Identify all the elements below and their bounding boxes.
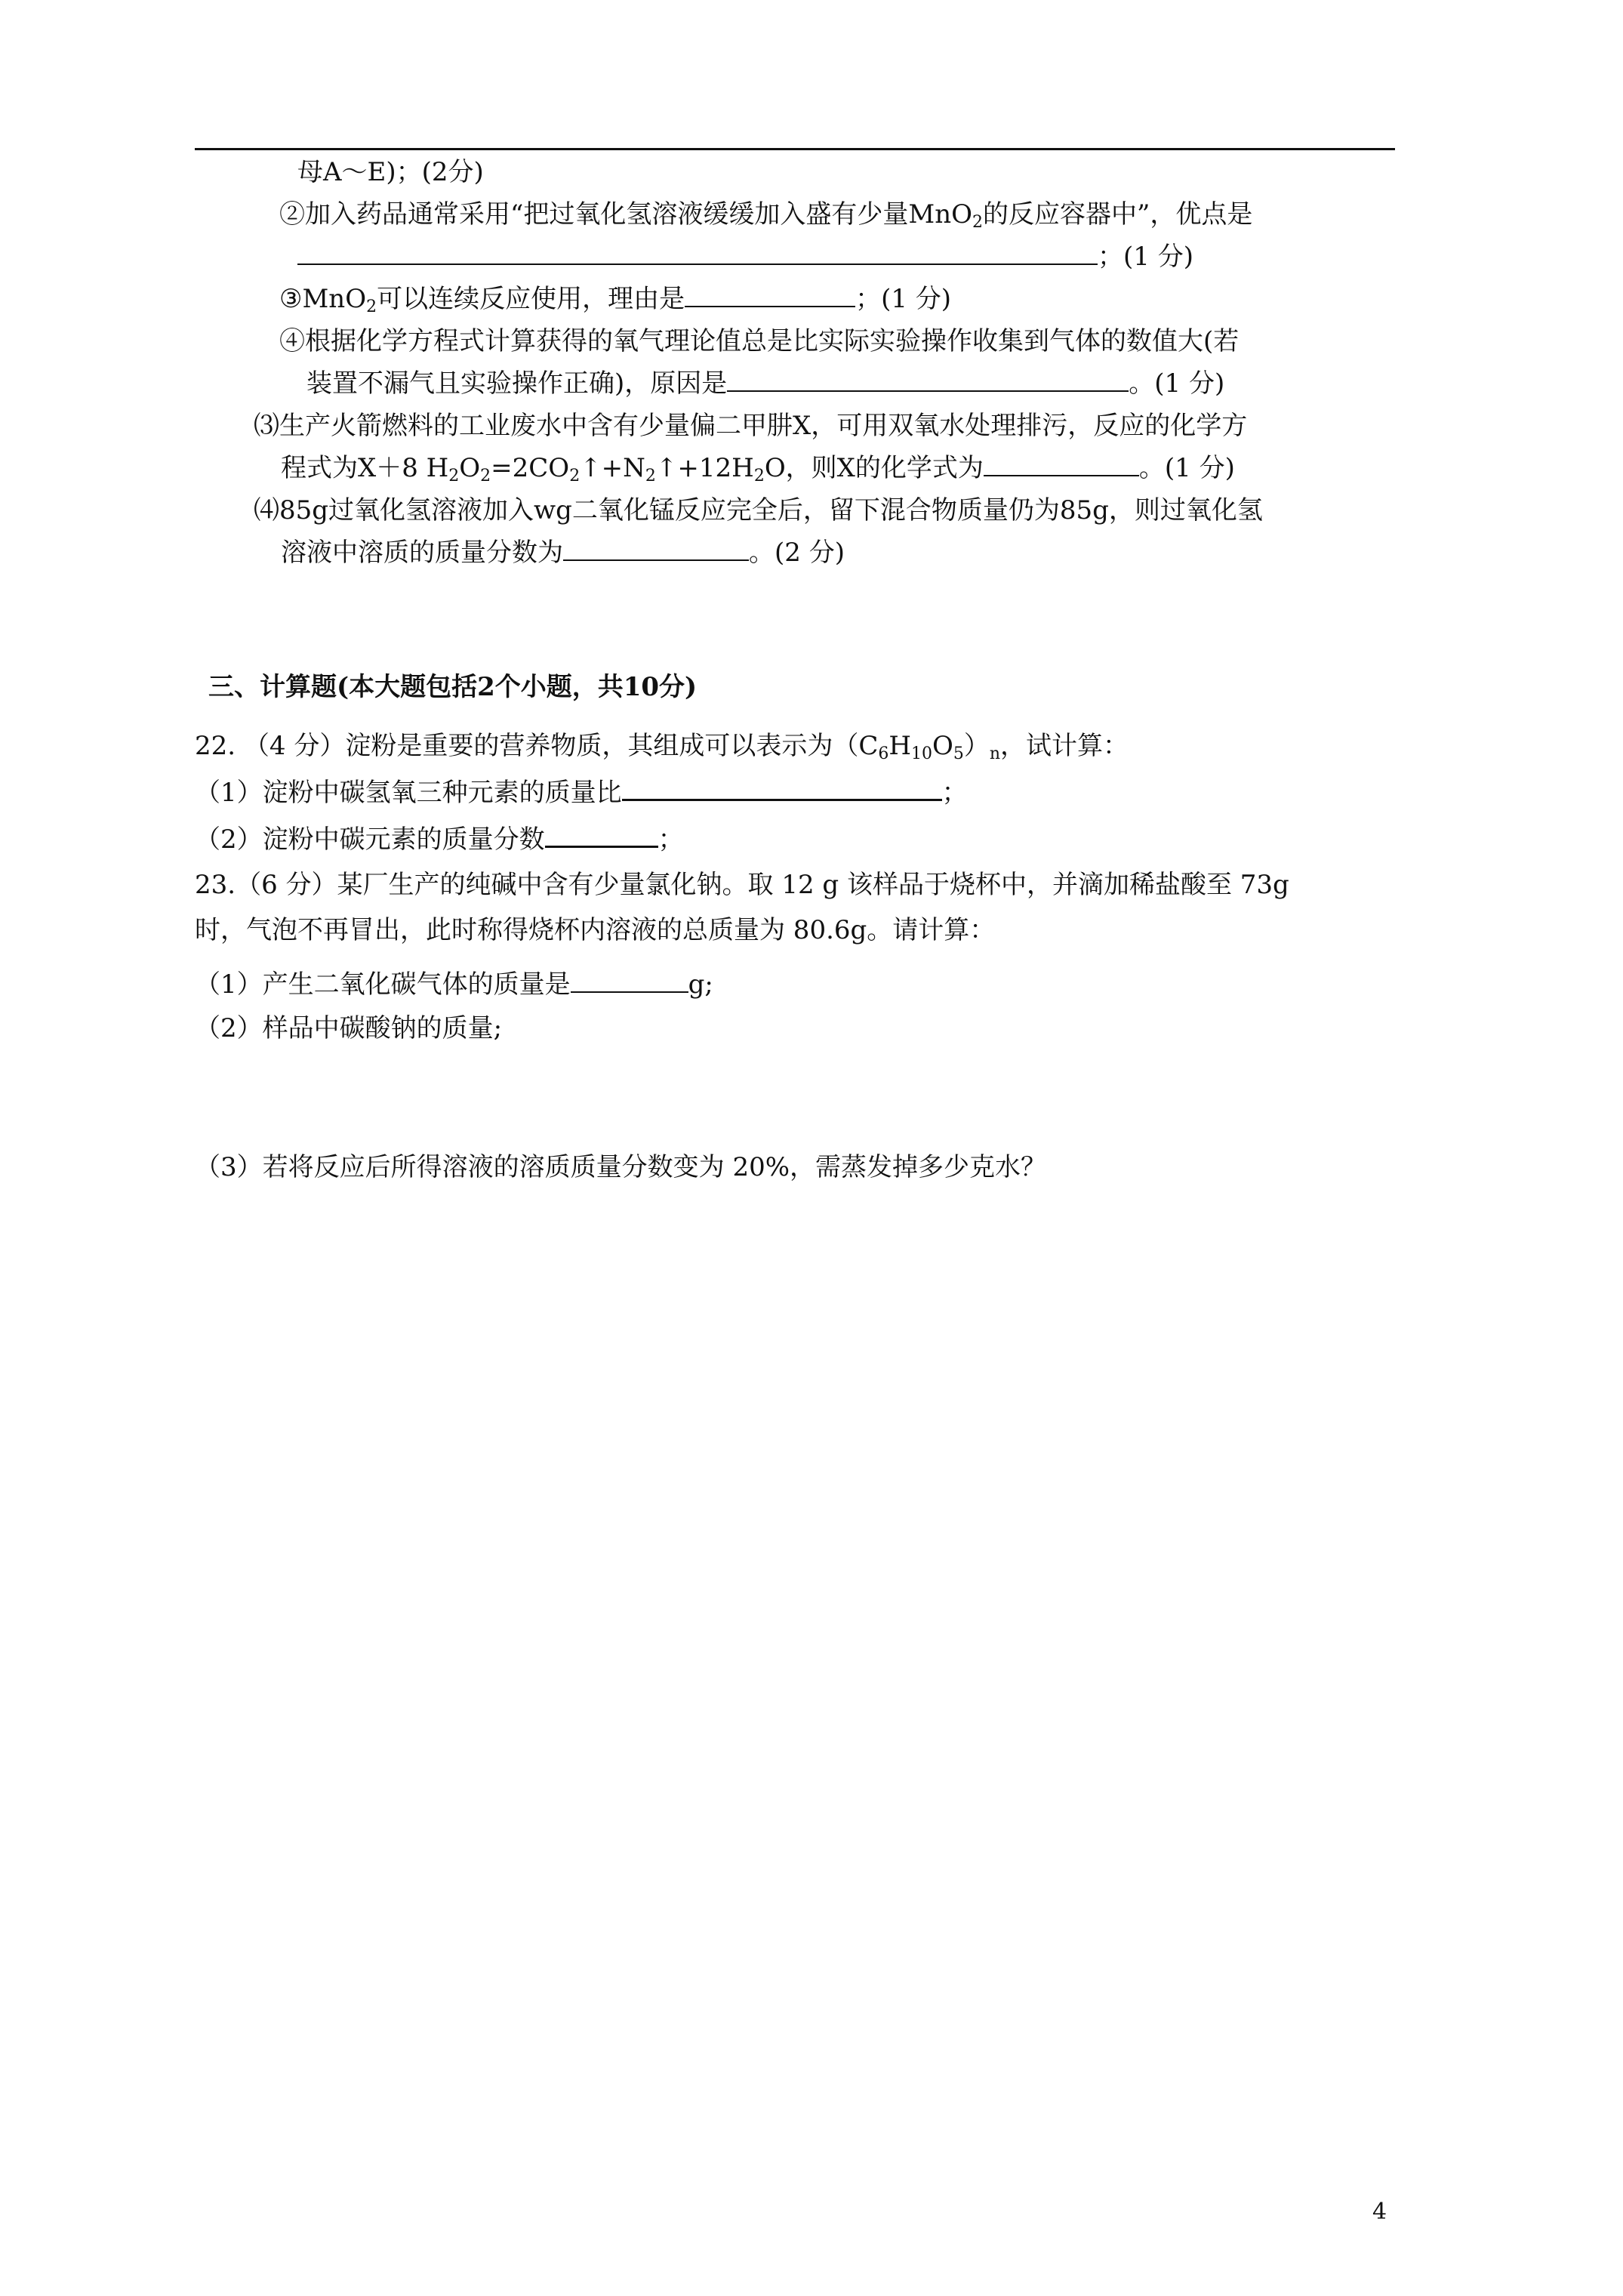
q2-text: ③MnO	[279, 284, 367, 314]
q2-text: 母A～E)；(2分)	[297, 157, 484, 187]
q22-text: H	[888, 731, 911, 761]
q3-text: O	[459, 453, 481, 483]
q23-text: g;	[688, 969, 713, 1000]
q2-line-4	[279, 282, 951, 316]
answer-blank[interactable]	[622, 776, 942, 801]
subscript: 2	[480, 467, 491, 485]
q3-line-1	[254, 409, 1247, 442]
q22-text: （2）淀粉中碳元素的质量分数	[195, 824, 545, 855]
q2-line-2	[279, 198, 1252, 231]
q3-text: ⑶生产火箭燃料的工业废水中含有少量偏二甲肼X，可用双氧水处理排污，反应的化学方	[254, 411, 1248, 441]
q4-line-1	[254, 494, 1263, 527]
q4-text: 溶液中溶质的质量分数为	[281, 538, 563, 568]
q2-line-3	[297, 240, 1193, 273]
subscript: n	[989, 744, 1001, 763]
q4-text: 。(2 分)	[749, 538, 845, 568]
q22-text: ；	[658, 824, 684, 855]
q22-text: （1）淀粉中碳氢氧三种元素的质量比	[195, 778, 622, 808]
q2-text: 。(1 分)	[1129, 368, 1225, 399]
q22-text: 22. （4 分）淀粉是重要的营养物质，其组成可以表示为（C	[195, 731, 879, 761]
q22-line-1	[195, 729, 1129, 763]
q2-text: ；(1 分)	[855, 284, 952, 314]
q2-line-6	[306, 367, 1224, 400]
section-heading-text: 三、计算题(本大题包括2个小题，共10分)	[208, 672, 698, 702]
q23-part-2	[195, 1012, 502, 1045]
subscript: 2	[753, 467, 765, 485]
subscript: 2	[448, 467, 460, 485]
q2-line-5	[279, 325, 1239, 358]
answer-blank[interactable]	[727, 368, 1129, 392]
answer-blank[interactable]	[984, 452, 1139, 476]
q2-text: 的反应容器中”，优点是	[982, 199, 1253, 230]
q22-text: ，试计算：	[1000, 731, 1129, 761]
q3-line-2	[281, 451, 1235, 485]
q4-text: ⑷85g过氧化氢溶液加入wg二氧化锰反应完全后，留下混合物质量仍为85g，则过氧化氢	[254, 495, 1263, 525]
q3-text: ↑+N	[580, 453, 645, 483]
header-rule	[195, 148, 1395, 150]
q22-part-1	[195, 776, 968, 809]
subscript: 6	[878, 744, 889, 763]
q22-part-2	[195, 823, 684, 856]
subscript: 2	[645, 467, 656, 485]
q23-line-2	[195, 914, 995, 947]
q23-part-1	[195, 968, 713, 1001]
q2-text: ②加入药品通常采用“把过氧化氢溶液缓缓加入盛有少量MnO	[279, 199, 972, 230]
q22-text: ；	[941, 778, 968, 808]
subscript: 2	[569, 467, 581, 485]
subscript: 2	[366, 297, 377, 316]
subscript: 2	[972, 213, 983, 232]
q3-text: 。(1 分)	[1138, 453, 1235, 483]
answer-blank[interactable]	[545, 823, 658, 848]
q2-text: 可以连续反应使用，理由是	[377, 284, 685, 314]
subscript: 10	[911, 744, 932, 763]
q3-text: =2CO	[491, 453, 570, 483]
q22-text: O	[932, 731, 953, 761]
answer-blank[interactable]	[563, 537, 749, 561]
q3-text: 程式为X＋8 H	[281, 453, 449, 483]
q2-text: ；(1 分)	[1098, 242, 1193, 272]
q23-text: 时，气泡不再冒出，此时称得烧杯内溶液的总质量为 80.6g。请计算：	[195, 915, 996, 945]
answer-blank[interactable]	[571, 969, 688, 993]
q2-text: 装置不漏气且实验操作正确)，原因是	[306, 368, 728, 399]
q3-text: O，则X的化学式为	[764, 453, 984, 483]
q23-line-1	[195, 868, 1289, 901]
answer-blank[interactable]	[685, 283, 855, 307]
q23-text: 23.（6 分）某厂生产的纯碱中含有少量氯化钠。取 12 g 该样品于烧杯中，并滴加稀盐酸至 73g	[195, 870, 1289, 900]
q2-text: ④根据化学方程式计算获得的氧气理论值总是比实际实验操作收集到气体的数值大(若	[279, 326, 1240, 356]
q23-text: （3）若将反应后所得溶液的溶质质量分数变为 20%，需蒸发掉多少克水？	[195, 1152, 1047, 1182]
section-heading	[208, 670, 697, 704]
q22-text: ）	[963, 731, 990, 761]
subscript: 5	[953, 744, 964, 763]
answer-blank[interactable]	[297, 241, 1098, 265]
q23-text: （1）产生二氧化碳气体的质量是	[195, 969, 571, 1000]
q2-line-1	[297, 156, 484, 189]
q3-text: ↑+12H	[655, 453, 754, 483]
q23-part-3	[195, 1151, 1046, 1184]
q4-line-2	[281, 536, 845, 569]
q23-text: （2）样品中碳酸钠的质量;	[195, 1013, 503, 1043]
page-number: 4	[1372, 2199, 1387, 2225]
